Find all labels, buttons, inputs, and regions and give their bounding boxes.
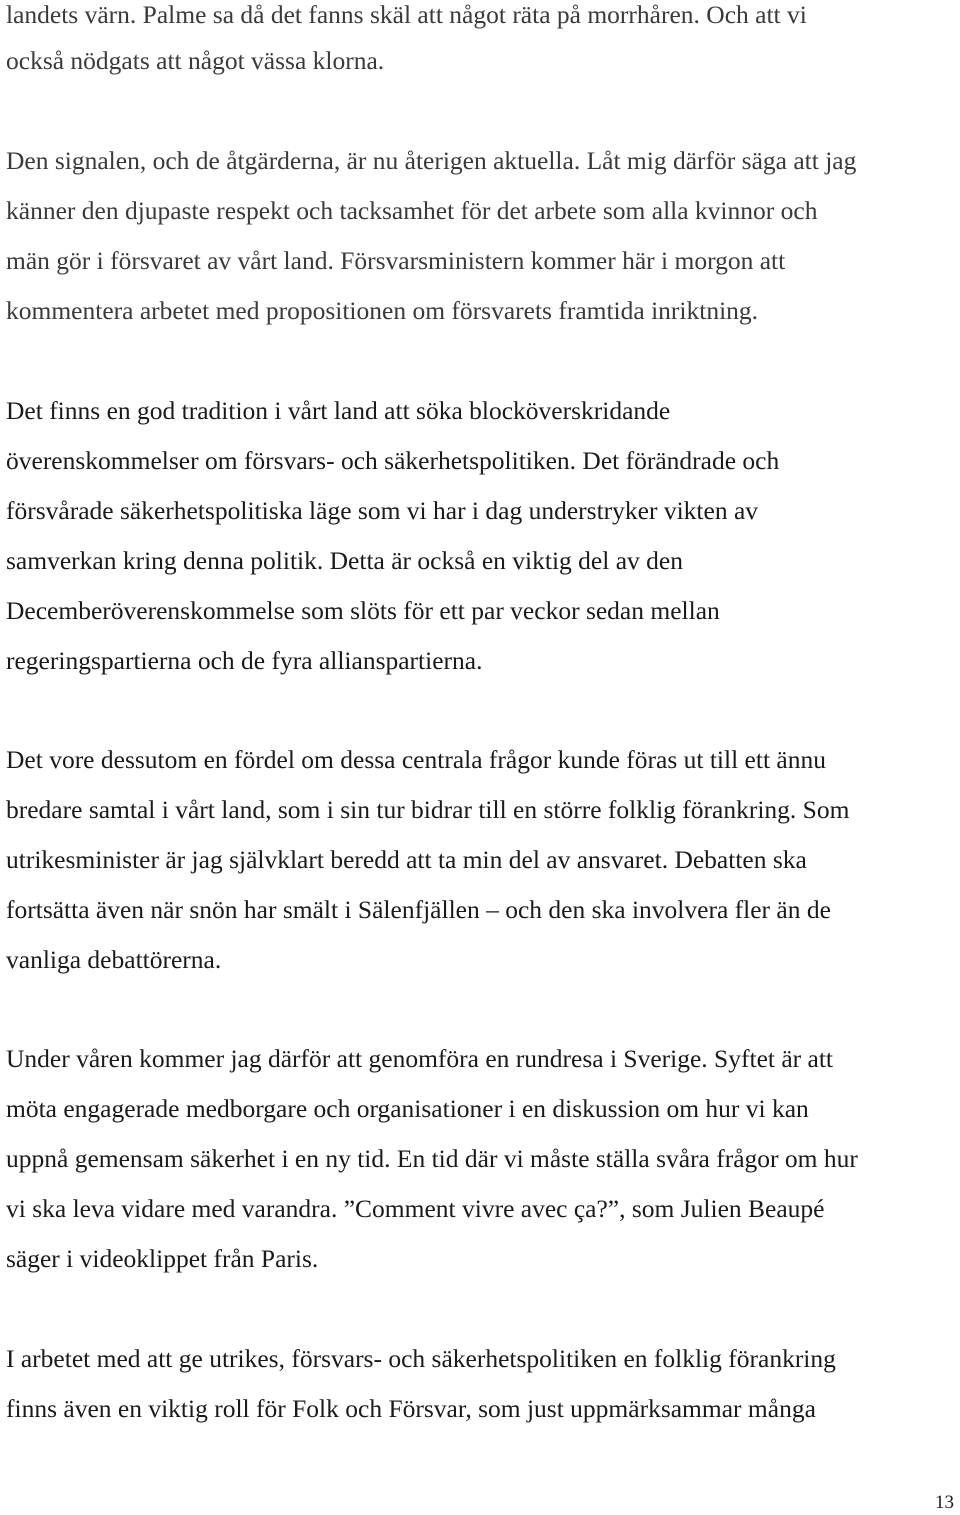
text-line: säger i videoklippet från Paris. bbox=[6, 1244, 319, 1273]
text-line: Det vore dessutom en fördel om dessa centrala frågor kunde föras ut till ett ännu bbox=[6, 745, 826, 774]
text-line: uppnå gemensam säkerhet i en ny tid. En tid där vi måste ställa svåra frågor om hur bbox=[6, 1144, 858, 1173]
text-line: försvårade säkerhetspolitiska läge som vi har i dag understryker vikten av bbox=[6, 496, 759, 525]
text-line: landets värn. Palme sa då det fanns skäl att något räta på morrhåren. Och att vi bbox=[6, 0, 807, 29]
text-line: Decemberöverenskommelse som slöts för ett par veckor sedan mellan bbox=[6, 596, 720, 625]
text-line: I arbetet med att ge utrikes, försvars- och säkerhetspolitiken en folklig förankring bbox=[6, 1344, 836, 1373]
text-line: Under våren kommer jag därför att genomföra en rundresa i Sverige. Syftet är att bbox=[6, 1044, 834, 1073]
text-line: Det finns en god tradition i vårt land att söka blocköverskridande bbox=[6, 396, 671, 425]
text-line: finns även en viktig roll för Folk och Försvar, som just uppmärksammar många bbox=[6, 1394, 816, 1423]
text-line: utrikesminister är jag självklart beredd att ta min del av ansvaret. Debatten ska bbox=[6, 845, 807, 874]
text-line: regeringspartierna och de fyra allianspartierna. bbox=[6, 646, 483, 675]
text-line: känner den djupaste respekt och tacksamhet för det arbete som alla kvinnor och bbox=[6, 196, 818, 225]
page-number: 13 bbox=[935, 1492, 954, 1513]
text-line: bredare samtal i vårt land, som i sin tur bidrar till en större folklig förankring. Som bbox=[6, 795, 850, 824]
text-line: vi ska leva vidare med varandra. ”Comment vivre avec ça?”, som Julien Beaupé bbox=[6, 1194, 825, 1223]
text-line: överenskommelser om försvars- och säkerhetspolitiken. Det förändrade och bbox=[6, 446, 780, 475]
text-line: fortsätta även när snön har smält i Sälenfjällen – och den ska involvera fler än de bbox=[6, 895, 831, 924]
text-line: samverkan kring denna politik. Detta är också en viktig del av den bbox=[6, 546, 683, 575]
text-line: också nödgats att något vässa klorna. bbox=[6, 46, 385, 75]
text-line: vanliga debattörerna. bbox=[6, 945, 222, 974]
text-line: Den signalen, och de åtgärderna, är nu återigen aktuella. Låt mig därför säga att jag bbox=[6, 146, 857, 175]
text-line: kommentera arbetet med propositionen om försvarets framtida inriktning. bbox=[6, 296, 759, 325]
text-line: möta engagerade medborgare och organisationer i en diskussion om hur vi kan bbox=[6, 1094, 809, 1123]
text-line: män gör i försvaret av vårt land. Försvarsministern kommer här i morgon att bbox=[6, 246, 786, 275]
